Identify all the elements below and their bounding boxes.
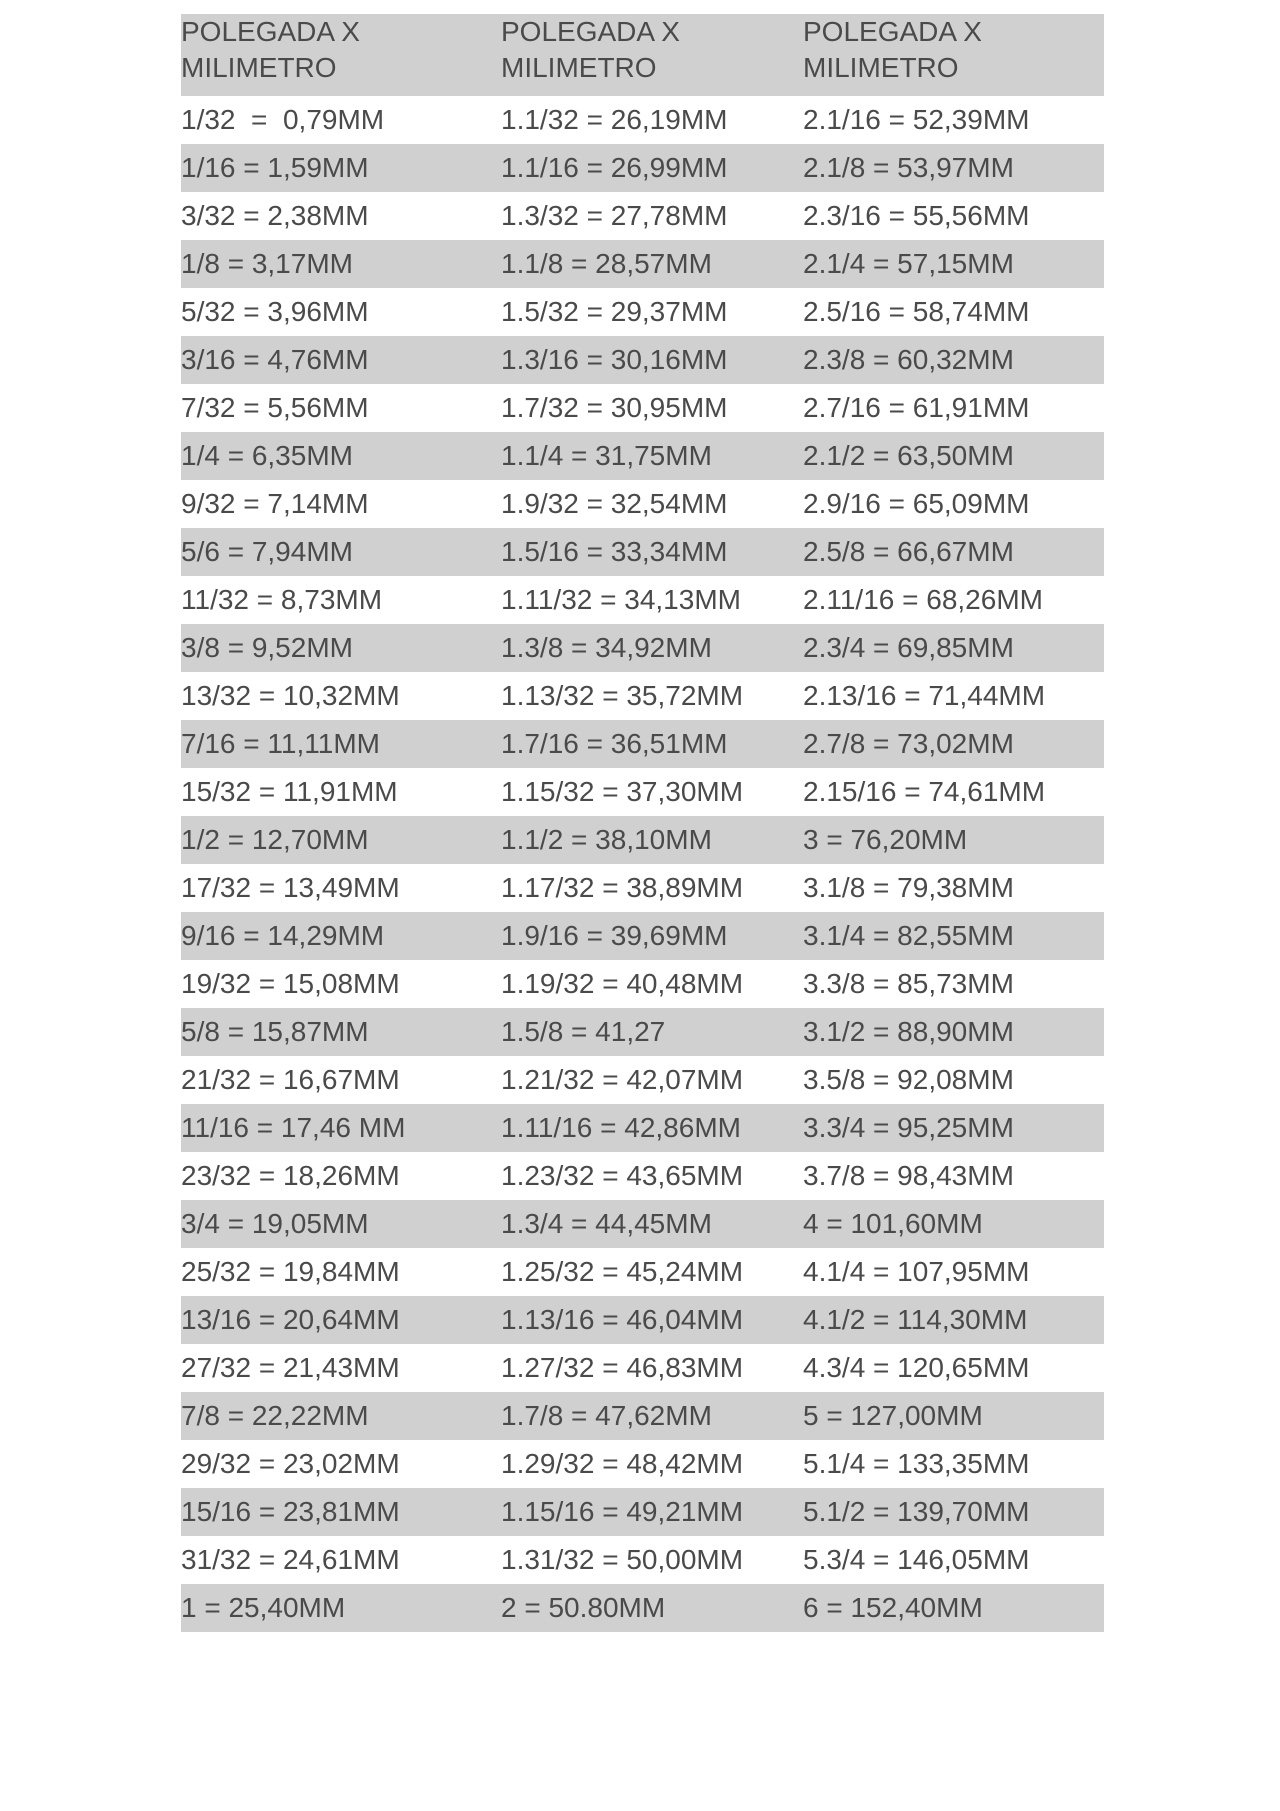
table-cell: 15/16 = 23,81MM [181,1488,501,1536]
table-cell: 4 = 101,60MM [803,1200,1104,1248]
table-header-row [181,14,1104,96]
table-cell: 5.1/2 = 139,70MM [803,1488,1104,1536]
table-cell: 17/32 = 13,49MM [181,872,400,903]
table-cell: 1.21/32 = 42,07MM [501,1064,744,1095]
table-cell: 1.15/16 = 49,21MM [501,1488,803,1536]
table-row [181,864,1104,912]
table-cell: 25/32 = 19,84MM [181,1256,400,1287]
table-cell: 2.9/16 = 65,09MM [803,488,1030,519]
table-row [181,192,1104,240]
table-cell: 1.5/16 = 33,34MM [501,528,803,576]
table-cell: 1/2 = 12,70MM [181,816,501,864]
table-cell: 1.15/32 = 37,30MM [501,776,744,807]
table-row [181,1584,1104,1632]
table-cell: 1.5/8 = 41,27 [501,1008,803,1056]
table-row [181,288,1104,336]
table-cell: 1/8 = 3,17MM [181,240,501,288]
table-cell: 2.1/4 = 57,15MM [803,240,1104,288]
table-cell: 2.1/16 = 52,39MM [803,104,1030,135]
table-cell: 4.1/4 = 107,95MM [803,1256,1030,1287]
table-row [181,1248,1104,1296]
table-cell: 5.3/4 = 146,05MM [803,1544,1030,1575]
table-cell: 2.13/16 = 71,44MM [803,680,1046,711]
table-cell: 3/16 = 4,76MM [181,336,501,384]
table-cell: 2.1/2 = 63,50MM [803,432,1104,480]
table-cell: 2.3/8 = 60,32MM [803,336,1104,384]
table-cell: 3/8 = 9,52MM [181,624,501,672]
table-row [181,720,1104,768]
table-cell: 5/6 = 7,94MM [181,528,501,576]
table-cell: 3 = 76,20MM [803,816,1104,864]
table-cell: 1.25/32 = 45,24MM [501,1256,744,1287]
table-row [181,1344,1104,1392]
column-header-3: POLEGADA X MILIMETRO [803,14,1104,96]
table-cell: 2.5/16 = 58,74MM [803,296,1030,327]
table-row [181,1392,1104,1440]
table-cell: 1.3/32 = 27,78MM [501,200,728,231]
table-cell: 3.5/8 = 92,08MM [803,1064,1014,1095]
table-cell: 2.5/8 = 66,67MM [803,528,1104,576]
table-cell: 7/16 = 11,11MM [181,720,501,768]
table-cell: 13/32 = 10,32MM [181,680,400,711]
table-cell: 1.19/32 = 40,48MM [501,968,744,999]
table-cell: 1.1/2 = 38,10MM [501,816,803,864]
table-cell: 19/32 = 15,08MM [181,968,400,999]
table-cell: 3.7/8 = 98,43MM [803,1160,1014,1191]
table-cell: 1.11/32 = 34,13MM [501,584,741,615]
table-cell: 7/32 = 5,56MM [181,392,369,423]
table-cell: 1.1/8 = 28,57MM [501,240,803,288]
table-cell: 1.9/16 = 39,69MM [501,912,803,960]
table-cell: 13/16 = 20,64MM [181,1296,501,1344]
table-row [181,1008,1104,1056]
table-cell: 4.3/4 = 120,65MM [803,1352,1030,1383]
table-row [181,384,1104,432]
table-cell: 1.3/4 = 44,45MM [501,1200,803,1248]
table-cell: 23/32 = 18,26MM [181,1160,400,1191]
table-row [181,768,1104,816]
table-cell: 1.7/32 = 30,95MM [501,392,728,423]
table-row [181,240,1104,288]
table-row [181,1488,1104,1536]
table-cell: 1.17/32 = 38,89MM [501,872,744,903]
table-cell: 2.7/16 = 61,91MM [803,392,1030,423]
table-cell: 3.1/4 = 82,55MM [803,912,1104,960]
table-cell: 3/4 = 19,05MM [181,1200,501,1248]
table-cell: 27/32 = 21,43MM [181,1352,400,1383]
table-cell: 1.13/32 = 35,72MM [501,680,744,711]
table-row [181,528,1104,576]
table-row [181,144,1104,192]
table-cell: 21/32 = 16,67MM [181,1064,400,1095]
table-cell: 5.1/4 = 133,35MM [803,1448,1030,1479]
table-cell: 1.3/16 = 30,16MM [501,336,803,384]
table-cell: 1.29/32 = 48,42MM [501,1448,744,1479]
table-row [181,1056,1104,1104]
column-header-2: POLEGADA X MILIMETRO [501,14,803,96]
table-cell: 1 = 25,40MM [181,1584,501,1632]
table-cell: 1.31/32 = 50,00MM [501,1544,744,1575]
table-cell: 1.3/8 = 34,92MM [501,624,803,672]
table-cell: 1.11/16 = 42,86MM [501,1104,803,1152]
table-cell: 1.1/4 = 31,75MM [501,432,803,480]
table-cell: 3.3/4 = 95,25MM [803,1104,1104,1152]
table-row [181,96,1104,144]
table-cell: 1.9/32 = 32,54MM [501,488,728,519]
table-cell: 2.7/8 = 73,02MM [803,720,1104,768]
table-cell: 1.1/16 = 26,99MM [501,144,803,192]
table-cell: 1/4 = 6,35MM [181,432,501,480]
table-cell: 1/16 = 1,59MM [181,144,501,192]
table-cell: 1.23/32 = 43,65MM [501,1160,744,1191]
table-cell: 5/32 = 3,96MM [181,296,369,327]
table-cell: 4.1/2 = 114,30MM [803,1296,1104,1344]
table-cell: 1.27/32 = 46,83MM [501,1352,744,1383]
table-row [181,432,1104,480]
table-cell: 2.11/16 = 68,26MM [803,584,1043,615]
table-cell: 1.7/16 = 36,51MM [501,720,803,768]
table-cell: 11/32 = 8,73MM [181,584,383,615]
column-header-1: POLEGADA X MILIMETRO [181,14,501,96]
table-row [181,576,1104,624]
table-cell: 29/32 = 23,02MM [181,1448,400,1479]
table-row [181,336,1104,384]
table-cell: 2 = 50.80MM [501,1584,803,1632]
table-cell: 5 = 127,00MM [803,1392,1104,1440]
table-row [181,480,1104,528]
table-row [181,1296,1104,1344]
table-row [181,1104,1104,1152]
table-cell: 15/32 = 11,91MM [181,776,398,807]
table-cell: 1.5/32 = 29,37MM [501,296,728,327]
table-row [181,1440,1104,1488]
table-cell: 9/16 = 14,29MM [181,912,501,960]
table-row [181,1152,1104,1200]
table-cell: 1.13/16 = 46,04MM [501,1296,803,1344]
table-cell: 31/32 = 24,61MM [181,1544,400,1575]
table-body [181,96,1104,1632]
table-cell: 6 = 152,40MM [803,1584,1104,1632]
table-cell: 2.15/16 = 74,61MM [803,776,1046,807]
table-row [181,816,1104,864]
table-cell: 1.1/32 = 26,19MM [501,104,728,135]
conversion-table [181,14,1104,1632]
table-cell: 5/8 = 15,87MM [181,1008,501,1056]
table-cell: 9/32 = 7,14MM [181,488,369,519]
table-cell: 2.1/8 = 53,97MM [803,144,1104,192]
table-row [181,672,1104,720]
table-row [181,1200,1104,1248]
table-cell: 7/8 = 22,22MM [181,1392,501,1440]
table-cell: 2.3/4 = 69,85MM [803,624,1104,672]
table-row [181,960,1104,1008]
table-cell: 11/16 = 17,46 MM [181,1104,501,1152]
table-cell: 1.7/8 = 47,62MM [501,1392,803,1440]
table-row [181,1536,1104,1584]
table-cell: 3/32 = 2,38MM [181,200,369,231]
table-cell: 3.1/2 = 88,90MM [803,1008,1104,1056]
table-cell: 3.3/8 = 85,73MM [803,968,1014,999]
table-cell: 3.1/8 = 79,38MM [803,872,1014,903]
table-row [181,624,1104,672]
table-cell: 1/32 = 0,79MM [181,104,385,135]
table-row [181,912,1104,960]
table-cell: 2.3/16 = 55,56MM [803,200,1030,231]
